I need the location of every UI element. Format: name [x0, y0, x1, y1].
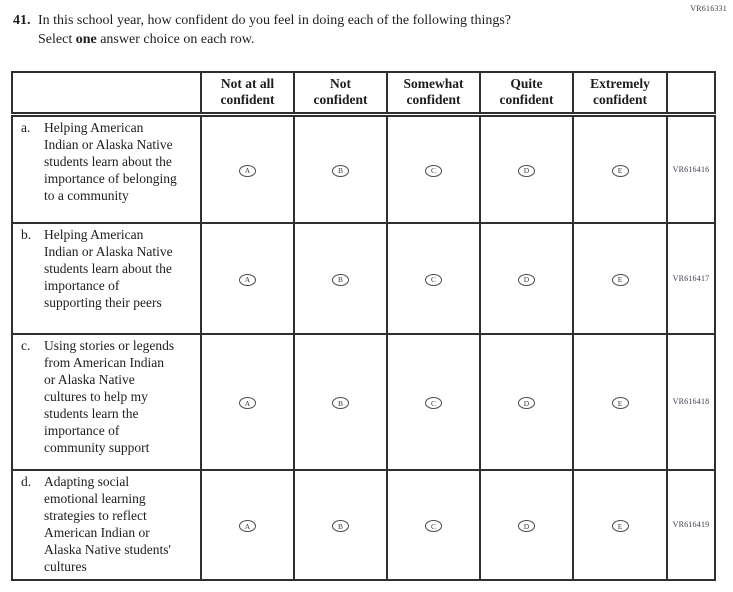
header-label: confident — [499, 92, 554, 107]
row-c-stem — [12, 334, 201, 470]
header-code-col-empty — [667, 72, 715, 115]
row-variable-code: VR616418 — [667, 334, 715, 470]
option-bubble-e[interactable]: E — [612, 274, 629, 286]
row-d-cell-somewhat — [387, 470, 480, 580]
header-label: Extremely — [590, 76, 650, 91]
row-letter: c. — [21, 337, 31, 353]
row-c-cell-not — [294, 334, 387, 470]
row-c-cell-not-at-all — [201, 334, 294, 470]
header-quite-confident — [480, 72, 573, 115]
header-label: confident — [593, 92, 647, 107]
row-d-cell-quite — [480, 470, 573, 580]
table-row-c — [12, 334, 715, 470]
question-block — [13, 11, 511, 49]
row-letter: d. — [21, 473, 32, 489]
header-label: confident — [406, 92, 461, 107]
row-d-stem — [12, 470, 201, 580]
row-text: Helping American Indian or Alaska Native students learn about the importance of supporting their peers — [44, 226, 173, 310]
table-row-b — [12, 223, 715, 334]
row-letter: b. — [21, 226, 32, 242]
row-c-cell-quite — [480, 334, 573, 470]
header-label: Not at all — [220, 76, 275, 91]
option-bubble-e[interactable]: E — [612, 165, 629, 177]
option-bubble-d[interactable]: D — [518, 520, 535, 532]
row-variable-code: VR616419 — [667, 470, 715, 580]
header-label: confident — [220, 92, 275, 107]
row-d-cell-not-at-all — [201, 470, 294, 580]
form-code-top: VR616331 — [690, 4, 727, 13]
header-extremely-confident — [573, 72, 667, 115]
row-a-cell-not-at-all — [201, 115, 294, 223]
option-bubble-c[interactable]: C — [425, 274, 442, 286]
row-a-stem — [12, 115, 201, 223]
option-bubble-c[interactable]: C — [425, 397, 442, 409]
question-line2-pre: Select — [38, 32, 76, 47]
row-letter: a. — [21, 120, 31, 135]
row-b-stem — [12, 223, 201, 334]
row-a-cell-somewhat — [387, 115, 480, 223]
header-label: confident — [313, 92, 368, 107]
option-bubble-c[interactable]: C — [425, 165, 442, 177]
option-bubble-e[interactable]: E — [612, 520, 629, 532]
row-text: Helping American Indian or Alaska Native students learn about the importance of belonging to a community — [44, 120, 177, 203]
question-number: 41. — [13, 13, 31, 28]
row-b-cell-somewhat — [387, 223, 480, 334]
row-a-cell-quite — [480, 115, 573, 223]
option-bubble-b[interactable]: B — [332, 165, 349, 177]
row-a-cell-extremely — [573, 115, 667, 223]
option-bubble-d[interactable]: D — [518, 165, 535, 177]
row-b-cell-quite — [480, 223, 573, 334]
table-row-a — [12, 115, 715, 223]
option-bubble-a[interactable]: A — [239, 165, 256, 177]
option-bubble-e[interactable]: E — [612, 397, 629, 409]
confidence-grid-table — [11, 71, 716, 581]
option-bubble-a[interactable]: A — [239, 520, 256, 532]
option-bubble-b[interactable]: B — [332, 274, 349, 286]
header-not-confident — [294, 72, 387, 115]
option-bubble-a[interactable]: A — [239, 274, 256, 286]
option-bubble-b[interactable]: B — [332, 520, 349, 532]
option-bubble-d[interactable]: D — [518, 274, 535, 286]
question-line2-bold: one — [75, 32, 97, 47]
question-text — [38, 11, 511, 49]
question-line2-post: answer choice on each row. — [96, 32, 255, 47]
row-c-cell-extremely — [573, 334, 667, 470]
row-variable-code: VR616416 — [667, 115, 715, 223]
header-label: Somewhat — [403, 76, 464, 91]
table-row-d — [12, 470, 715, 580]
row-d-cell-extremely — [573, 470, 667, 580]
option-bubble-b[interactable]: B — [332, 397, 349, 409]
option-bubble-c[interactable]: C — [425, 520, 442, 532]
option-bubble-d[interactable]: D — [518, 397, 535, 409]
row-text: Adapting social emotional learning strategies to reflect American Indian or Alaska Native students' cultures — [44, 473, 171, 574]
option-bubble-a[interactable]: A — [239, 397, 256, 409]
header-somewhat-confident — [387, 72, 480, 115]
row-d-cell-not — [294, 470, 387, 580]
header-stem-empty — [12, 72, 201, 115]
row-variable-code: VR616417 — [667, 223, 715, 334]
row-b-cell-extremely — [573, 223, 667, 334]
header-label: Not — [330, 76, 351, 91]
row-b-cell-not — [294, 223, 387, 334]
row-c-cell-somewhat — [387, 334, 480, 470]
header-label: Quite — [510, 76, 543, 91]
header-not-at-all-confident — [201, 72, 294, 115]
row-b-cell-not-at-all — [201, 223, 294, 334]
header-row — [12, 72, 715, 115]
question-line1: In this school year, how confident do you feel in doing each of the following things? — [38, 13, 511, 28]
row-a-cell-not — [294, 115, 387, 223]
row-text: Using stories or legends from American Indian or Alaska Native cultures to help my students learn the importance of community support — [44, 337, 175, 455]
